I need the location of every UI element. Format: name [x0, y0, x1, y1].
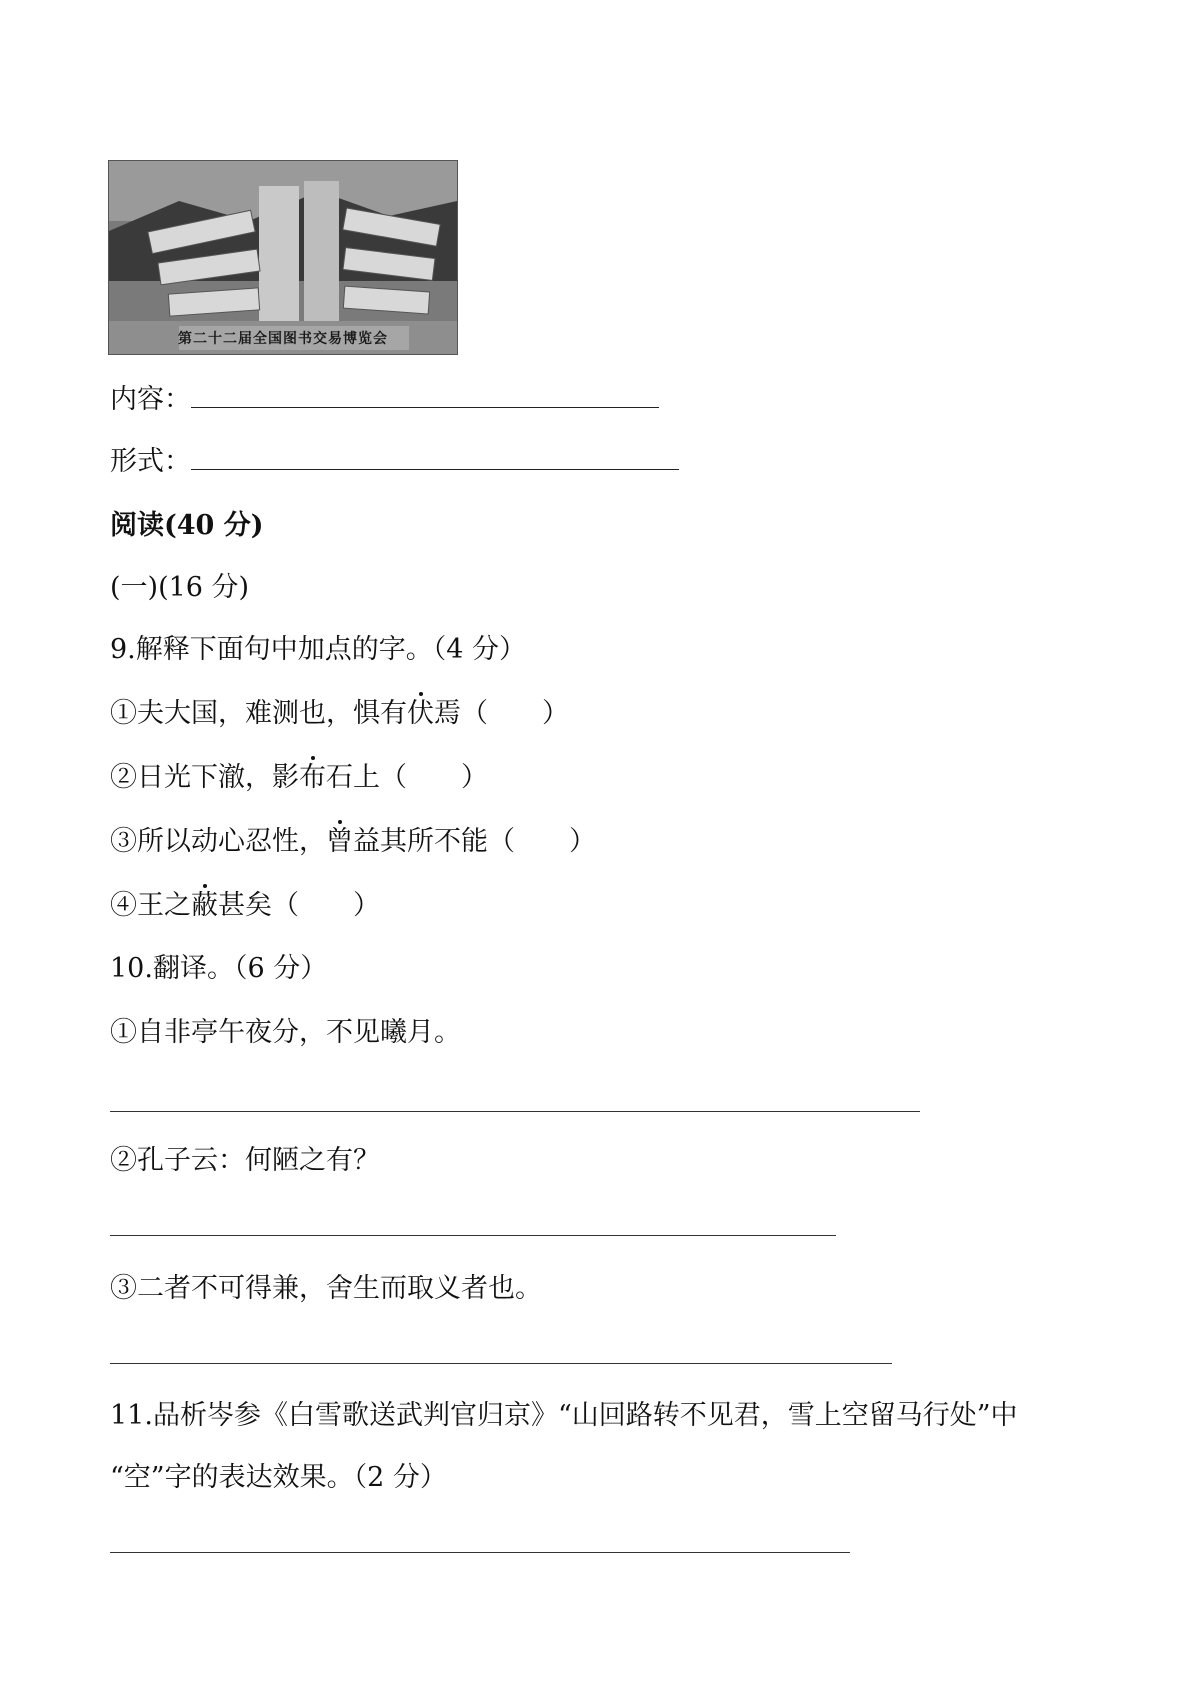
- dotted-char: 布: [299, 762, 326, 793]
- form-label: 形式：: [110, 446, 191, 477]
- content-field: [110, 383, 659, 417]
- book-sculpture-image: [109, 161, 457, 354]
- dotted-char: 蔽: [191, 890, 218, 921]
- q10-answer-line-3[interactable]: [110, 1363, 892, 1364]
- q9-item-1: ①夫大国，难测也，惧有伏焉（ ）: [110, 698, 569, 729]
- q10-stem: 10.翻译。（6 分）: [110, 953, 328, 984]
- section-title: 阅读(40 分): [110, 510, 264, 541]
- q11-line-2: “空”字的表达效果。（2 分）: [110, 1462, 447, 1493]
- form-field: [110, 445, 679, 479]
- q9-stem: 9.解释下面句中加点的字。（4 分）: [110, 634, 527, 665]
- dotted-char: 伏: [407, 698, 434, 729]
- form-answer-line[interactable]: [191, 449, 679, 470]
- photo-caption: 第二十二届全国图书交易博览会: [178, 331, 388, 347]
- q11-line-1: 11.品析岑参《白雪歌送武判官归京》“山回路转不见君，雪上空留马行处”中: [110, 1400, 1018, 1431]
- q10-answer-line-2[interactable]: [110, 1235, 836, 1236]
- content-label: 内容：: [110, 384, 191, 415]
- part-title: (一)(16 分): [110, 572, 250, 603]
- q10-item-3: ③二者不可得兼，舍生而取义者也。: [110, 1273, 542, 1304]
- q10-item-1: ①自非亭午夜分，不见曦月。: [110, 1017, 461, 1048]
- q10-item-2: ②孔子云：何陋之有？: [110, 1145, 380, 1176]
- book-fair-photo: [108, 160, 458, 355]
- content-answer-line[interactable]: [191, 387, 659, 408]
- q9-item-4: ④王之蔽甚矣（ ）: [110, 890, 380, 921]
- q9-item-2: ②日光下澈，影布石上（ ）: [110, 762, 488, 793]
- q9-item-3: ③所以动心忍性，曾益其所不能（ ）: [110, 826, 596, 857]
- q11-answer-line[interactable]: [110, 1552, 850, 1553]
- dotted-char: 曾: [326, 826, 353, 857]
- q10-answer-line-1[interactable]: [110, 1111, 920, 1112]
